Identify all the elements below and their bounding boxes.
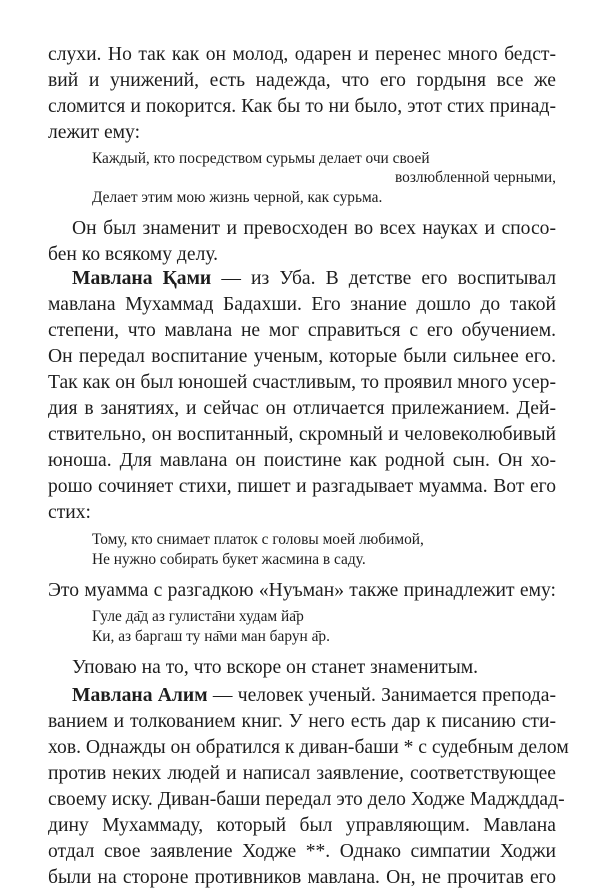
alim-line-1 — [72, 683, 556, 709]
kami-line-6: дия в занятиях, и сейчас он отличается прилежанием. Дей- — [48, 398, 556, 419]
hope-line: Уповаю на то, что вскоре он станет знаменитым. — [72, 657, 479, 678]
intro-line-4: лежит ему: — [48, 122, 141, 143]
verse2-line-1: Тому, кто снимает платок с головы моей любимой, — [92, 531, 424, 548]
kami-line-8: юноша. Для мавлана он поистине как родной сын. Он хо- — [48, 450, 556, 471]
kami-line-5: Так как он был юношей счастливым, то проявил много усер- — [48, 372, 556, 393]
verse2-line-2: Не нужно собирать букет жасмина в саду. — [92, 551, 366, 568]
para2-line-2: бен ко всякому делу. — [48, 244, 219, 265]
kami-line-9: рошо сочиняет стихи, пишет и разгадывает муамма. Вот его — [48, 476, 556, 497]
verse1-line-1: Каждый, кто посредством сурьмы делает очи своей — [92, 150, 430, 167]
kami-line-1-text: — из Уба. В детстве его воспитывал — [211, 268, 557, 289]
verse1-line-1-cont: возлюбленной черными, — [395, 169, 556, 186]
alim-line-7: отдал свое заявление Ходже **. Однако симпатии Ходжи — [48, 841, 556, 862]
para2-line-1: Он был знаменит и превосходен во всех науках и спосо- — [72, 218, 556, 239]
kami-line-7: ствительно, он воспитанный, скромный и человеколюбивый — [48, 424, 556, 445]
alim-line-5: своему иску. Диван-баши передал это дело Ходже Маджддад- — [48, 789, 565, 810]
kami-line-2: мавлана Мухаммад Бадахши. Его знание дошло до такой — [48, 294, 556, 315]
intro-line-3: сломится и покорится. Как бы то ни было, этот стих принад- — [48, 96, 556, 117]
verse3-line-1: Гуле да̄д аз гулиста̄ни худам йа̄р — [92, 608, 304, 625]
verse3-line-2: Ки, аз баргаш ту на̄ми ман барун а̄р. — [92, 628, 330, 645]
alim-name: Мавлана Алим — [72, 685, 208, 706]
kami-line-3: степени, что мавлана не мог справиться с его обучением. — [48, 320, 556, 341]
alim-line-3: хов. Однажды он обратился к диван-баши * с судебным делом — [48, 737, 569, 758]
alim-line-1-text: — человек ученый. Занимается препода- — [207, 685, 556, 706]
intro-line-1: слухи. Но так как он молод, одарен и перенес много бедст- — [48, 44, 556, 65]
verse1-line-2: Делает этим мою жизнь черной, как сурьма. — [92, 189, 383, 206]
kami-line-10: стих: — [48, 502, 91, 523]
alim-line-4: против неких людей и написал заявление, соответствующее — [48, 763, 556, 784]
alim-line-6: дину Мухаммаду, который был управляющим. Мавлана — [48, 815, 556, 836]
kami-line-1 — [72, 266, 556, 292]
alim-line-8: были на стороне противников мавлана. Он, не прочитав его — [48, 867, 556, 888]
kami-line-4: Он передал воспитание ученым, которые были сильнее его. — [48, 346, 556, 367]
kami-name: Мавлана Қами — [72, 268, 212, 289]
intro-line-2: вий и унижений, есть надежда, что его гордыня все же — [48, 70, 556, 91]
muamma-line: Это муамма с разгадкою «Нуъман» также принадлежит ему: — [48, 580, 556, 601]
alim-line-2: ванием и толкованием книг. У него есть дар к писанию сти- — [48, 711, 556, 732]
